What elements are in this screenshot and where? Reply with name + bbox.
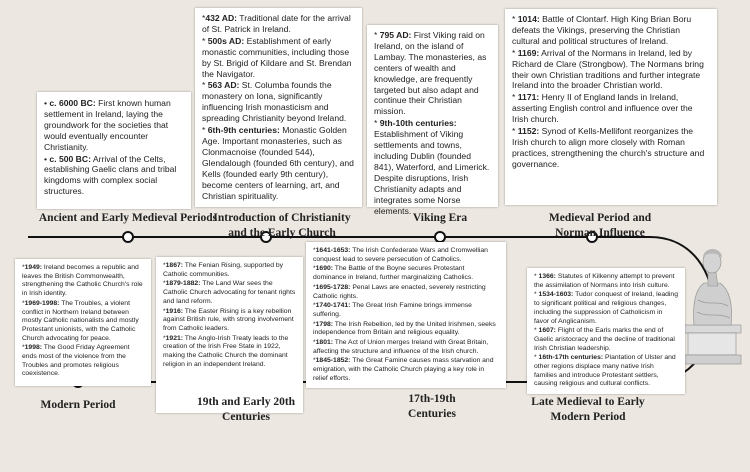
period-label: 19th and Early 20th Centuries (196, 396, 296, 423)
event-entry: *1969-1998: The Troubles, a violent conflict in Northern Ireland between mostly Catholic nationalists and mostly Protestant unionists, with the Catholic Church advocating for peace. (22, 299, 139, 342)
event-date: 500s AD: (207, 35, 245, 46)
period-label: Viking Era (412, 212, 468, 224)
event-date: 1949: (24, 264, 43, 271)
event-entry: *1949: Ireland becomes a republic and leaves the British Commonwealth, strengthening the Catholic Church's role in Irish identity. (22, 264, 143, 298)
event-text: Statutes of Kilkenny attempt to prevent the assimilation of Normans into Irish culture. (534, 273, 675, 289)
event-date: 1169: (517, 47, 540, 58)
viking-era-card (367, 25, 498, 216)
event-entry: *1690: The Battle of the Boyne secures Protestant dominance in Ireland, further marginalizing Catholics. (313, 265, 474, 282)
late-medieval-card (527, 268, 685, 394)
event-entry: * 1607: Flight of the Earls marks the end of Gaelic aristocracy and the decline of traditional Irish Christian leadership. (534, 327, 675, 352)
event-date: 432 AD: (205, 13, 238, 23)
event-entry: * 1534-1603: Tudor conquest of Ireland, leading to significant political and religious changes, including the suppression of Catholicism in favor of Anglicanism. (534, 291, 678, 325)
event-text: The Irish Confederate Wars and Cromwellian conquest lead to severe persecution of Catholics. (313, 247, 488, 263)
event-text: St. Columba founds the monastery on Iona, significantly influencing Irish monasticism and spreading Christianity beyond Ireland. (202, 80, 347, 124)
event-date: c. 6000 BC: (49, 98, 96, 108)
event-date: 1607: (538, 327, 556, 335)
event-entry: *1695-1728: Penal Laws are enacted, severely restricting Catholic rights. (313, 283, 486, 300)
event-entry: * 1366: Statutes of Kilkenny attempt to prevent the assimilation of Normans into Irish culture. (534, 273, 675, 289)
event-text: Arrival of the Celts, establishing Gaelic clans and tribal kingdoms with complex social structures. (44, 153, 177, 197)
event-text: The Anglo-Irish Treaty leads to the creation of the Irish Free State in 1922, making the Catholic Church the dominant religion in an independent Ireland. (163, 334, 289, 368)
event-entry: *1845-1852: The Great Famine causes mass starvation and emigration, with the Catholic Church playing a key role in relief efforts. (313, 357, 494, 382)
event-date: 1916: (165, 307, 184, 315)
event-date: 1998: (24, 344, 43, 352)
event-text: The Troubles, a violent conflict in Northern Ireland between mostly Catholic nationalists and mostly Protestant unionists, with the Catholic Church advocating for peace. (22, 299, 139, 342)
event-text: Synod of Kells-Mellifont reorganizes the Irish church to align more closely with Roman practices, strengthening the church's structure and governance. (512, 126, 705, 169)
event-text: Henry II of England lands in Ireland, asserting English control and influence over the Irish church. (512, 92, 693, 125)
event-text: The Great Irish Famine brings immense suffering. (313, 302, 472, 318)
event-text: Establishment of early monastic communities, including those by St. Brigid of Kildare and St. Brendan the Navigator. (202, 35, 352, 79)
event-text: Ireland becomes a republic and leaves the British Commonwealth, strengthening the Catholic Church's role in Irish identity. (22, 264, 143, 298)
nineteenth-century-card (156, 257, 303, 413)
period-label: 17th-19th Centuries (408, 393, 456, 420)
event-entry: * 16th-17th centuries: Plantation of Ulster and other regions displace many native Irish families and introduce Protestant settlers, causing religious and cultural conflicts. (534, 354, 676, 388)
ancient-period-card (37, 92, 191, 209)
event-date: c. 500 BC: (49, 153, 91, 164)
event-date: 1366: (538, 273, 556, 280)
event-date: 1695-1728: (315, 283, 351, 291)
event-entry: * 795 AD: First Viking raid on Ireland, on the island of Lambay. The monasteries, as centers of wealth and knowledge, are frequently targeted but also adapt and continue their Christian mission. (374, 30, 487, 117)
medieval-period-card (505, 9, 717, 205)
seventeenth-century-card (306, 242, 506, 388)
event-entry: *1998: The Good Friday Agreement ends most of the violence from the Troubles and promotes religious coexistence. (22, 344, 130, 378)
period-label: Ancient and Early Medieval Periods (38, 212, 218, 224)
event-date: 1014: (517, 14, 540, 24)
period-label: Modern Period (40, 399, 116, 411)
event-entry: *1801: The Act of Union merges Ireland with Great Britain, affecting the structure and influence of the Irish church. (313, 339, 489, 355)
event-entry: *1921: The Anglo-Irish Treaty leads to the creation of the Irish Free State in 1922, making the Catholic Church the dominant religion in an independent Ireland. (163, 334, 289, 368)
event-entry: * 500s AD: Establishment of early monastic communities, including those by St. Brigid of Kildare and St. Brendan the Navigator. (202, 35, 352, 79)
period-label: Late Medieval to Early Modern Period (531, 396, 645, 423)
event-text: The Good Friday Agreement ends most of the violence from the Troubles and promotes religious coexistence. (22, 344, 130, 378)
event-text: Penal Laws are enacted, severely restricting Catholic rights. (313, 283, 486, 300)
event-entry: • c. 6000 BC: First known human settlement in Ireland, laying the groundwork for the societies that would eventually encounter Christianity. (44, 98, 171, 152)
event-date: 1801: (315, 339, 334, 347)
period-label: Medieval Period and Norman Influence (548, 212, 652, 239)
event-date: 1921: (165, 334, 184, 342)
event-entry: *1867: The Fenian Rising, supported by Catholic communities. (163, 262, 284, 278)
event-text: The Irish Rebellion, led by the United Irishmen, seeks independence from Britain and religious equality. (313, 320, 496, 337)
event-entry: * 1171: Henry II of England lands in Ireland, asserting English control and influence over the Irish church. (512, 92, 693, 125)
event-text: Traditional date for the arrival of St. Patrick in Ireland. (202, 13, 351, 34)
event-text: First Viking raid on Ireland, on the island of Lambay. The monasteries, as centers of wealth and knowledge, are frequently targeted but also adapt and continue their Christian mission. (374, 30, 487, 117)
event-text: The Battle of the Boyne secures Protestant dominance in Ireland, further marginalizing Catholics. (313, 265, 474, 282)
event-text: The Land War sees the Catholic Church advocating for tenant rights and land reform. (163, 280, 296, 305)
event-date: 1690: (315, 265, 334, 273)
timeline-marker (123, 232, 133, 242)
event-text: Battle of Clontarf. High King Brian Boru defeats the Vikings, preserving the Christian cultural and political structures of Ireland. (512, 14, 692, 46)
event-date: 1845-1852: (315, 357, 351, 365)
event-text: The Fenian Rising, supported by Catholic communities. (163, 262, 284, 278)
event-entry: *1916: The Easter Rising is a key rebellion against British rule, with strong involvement from Catholic leaders. (163, 307, 294, 332)
event-entry: *432 AD: Traditional date for the arrival of St. Patrick in Ireland. (202, 13, 351, 34)
event-date: 1798: (315, 320, 334, 328)
event-text: Tudor conquest of Ireland, leading to significant political and religious changes, including the suppression of Catholicism in favor of Anglicanism. (534, 291, 678, 325)
event-text: First known human settlement in Ireland, laying the groundwork for the societies that would eventually encounter Christianity. (44, 98, 171, 152)
event-date: 16th-17th centuries: (538, 354, 604, 362)
event-text: Arrival of the Normans in Ireland, led by Richard de Clare (Strongbow). The Normans bring their own Christian traditions and further integrate Ireland into the broader Christian world. (512, 47, 704, 91)
event-text: Establishment of Viking settlements and towns, including Dublin (founded 841), Waterford, and Limerick. Despite disruptions, Irish Christianity adapts and integrates some Norse elements. (374, 129, 490, 216)
event-date: 795 AD: (379, 30, 412, 40)
modern-period-card (15, 259, 151, 386)
event-text: Flight of the Earls marks the end of Gaelic aristocracy and the decline of traditional Irish Christian leadership. (534, 327, 675, 352)
event-entry: *1798: The Irish Rebellion, led by the United Irishmen, seeks independence from Britain and religious equality. (313, 320, 496, 337)
event-date: 1867: (165, 262, 184, 269)
event-date: 1641-1653: (315, 247, 351, 254)
event-date: 563 AD: (207, 80, 240, 91)
event-date: 1534-1603: (538, 291, 574, 299)
event-entry: * 1014: Battle of Clontarf. High King Brian Boru defeats the Vikings, preserving the Christian cultural and political structures of Ireland. (512, 14, 692, 46)
event-text: Plantation of Ulster and other regions displace many native Irish families and introduce Protestant settlers, causing religious and cultural conflicts. (534, 354, 676, 388)
event-text: Monastic Golden Age. Important monasteries, such as Clonmacnoise (founded 544), Glendalough (founded 6th century), and Kells (founded early 9th century), become centers of learning, art, and Christian spirituality. (202, 125, 354, 201)
event-entry: *1740-1741: The Great Irish Famine brings immense suffering. (313, 302, 472, 318)
event-entry: • c. 500 BC: Arrival of the Celts, establishing Gaelic clans and tribal kingdoms with complex social structures. (44, 153, 177, 197)
timeline-marker (435, 232, 445, 242)
event-entry: *1641-1653: The Irish Confederate Wars and Cromwellian conquest lead to severe persecution of Catholics. (313, 247, 488, 263)
event-date: 1152: (517, 126, 540, 137)
event-entry: *1879-1882: The Land War sees the Catholic Church advocating for tenant rights and land reform. (163, 280, 296, 305)
event-date: 9th-10th centuries: (379, 118, 457, 129)
event-date: 1740-1741: (315, 302, 351, 310)
event-entry: * 1152: Synod of Kells-Mellifont reorganizes the Irish church to align more closely with Roman practices, strengthening the church's structure and governance. (512, 126, 705, 169)
event-entry: * 1169: Arrival of the Normans in Ireland, led by Richard de Clare (Strongbow). The Normans bring their own Christian traditions and further integrate Ireland into the broader Christian world. (512, 47, 704, 91)
event-entry: * 9th-10th centuries: Establishment of Viking settlements and towns, including Dublin (founded 841), Waterford, and Limerick. Despite disruptions, Irish Christianity adapts and integrates some Norse elements. (374, 118, 490, 216)
event-entry: * 563 AD: St. Columba founds the monastery on Iona, significantly influencing Irish monasticism and spreading Christianity beyond Ireland. (202, 80, 347, 124)
bust-statue-on-pedestal-icon (683, 249, 741, 364)
event-text: The Great Famine causes mass starvation and emigration, with the Catholic Church playing a key role in relief efforts. (313, 357, 494, 382)
event-date: 1969-1998: (24, 299, 60, 307)
event-text: The Easter Rising is a key rebellion against British rule, with strong involvement from Catholic leaders. (163, 307, 294, 332)
event-text: The Act of Union merges Ireland with Great Britain, affecting the structure and influence of the Irish church. (313, 339, 489, 355)
event-entry: * 6th-9th centuries: Monastic Golden Age. Important monasteries, such as Clonmacnoise (founded 544), Glendalough (founded 6th century), and Kells (founded early 9th century), become centers of learning, art, and Christian spirituality. (202, 125, 354, 201)
christianity-period-card (195, 8, 362, 207)
event-date: 6th-9th centuries: (207, 125, 280, 136)
period-label: Introduction of Christianity and the Early Church (213, 212, 351, 239)
event-date: 1879-1882: (165, 280, 201, 288)
event-date: 1171: (517, 92, 540, 103)
